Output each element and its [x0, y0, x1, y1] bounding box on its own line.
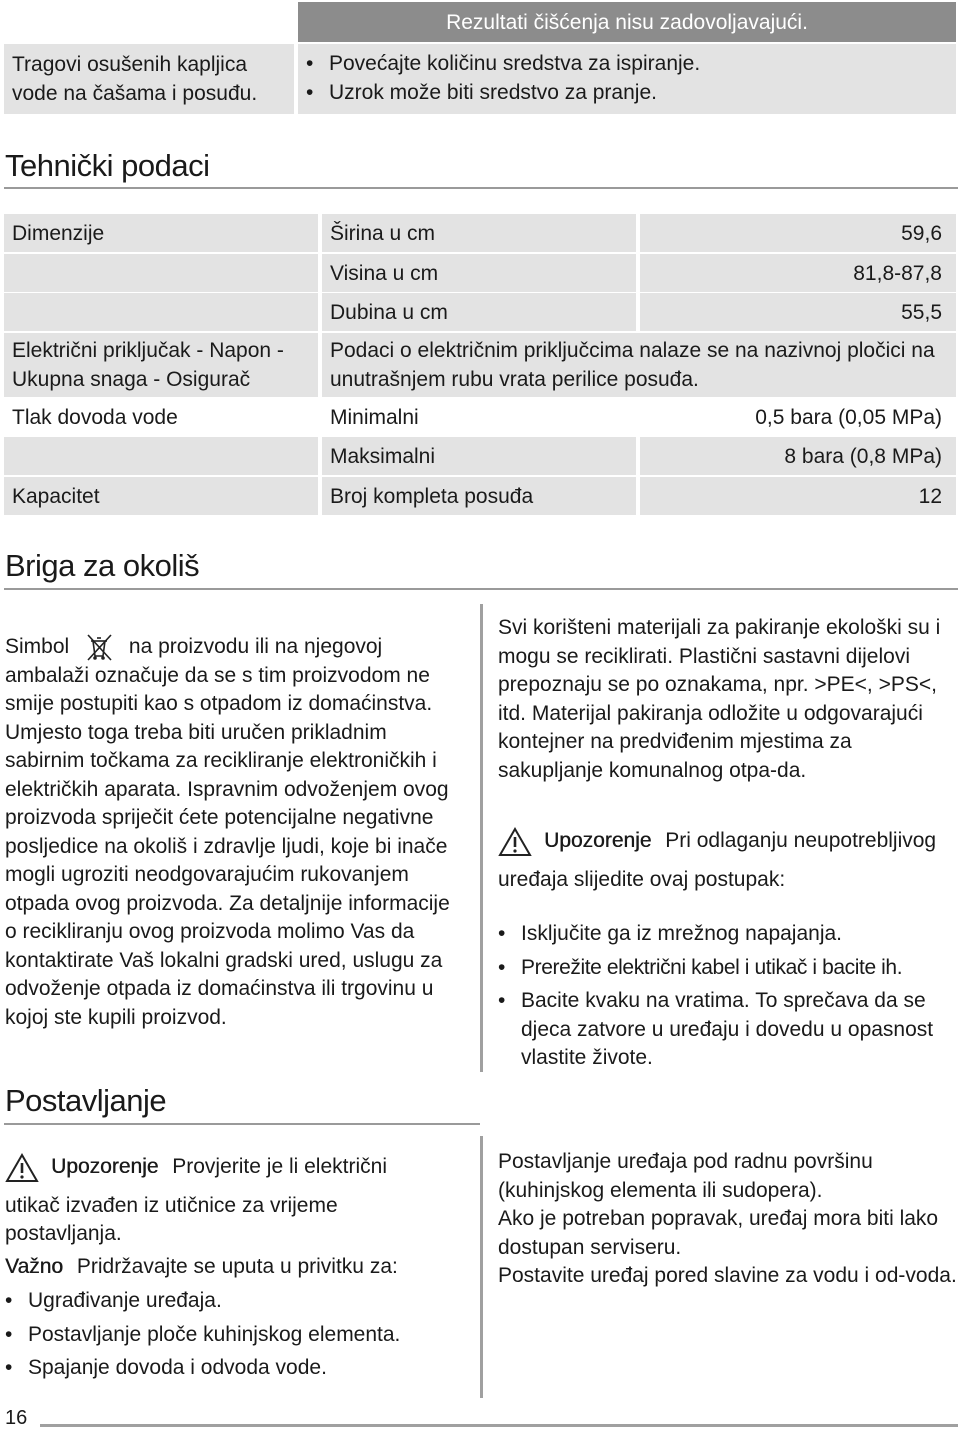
trouble-solution-2: • Uzrok može biti sredstvo za pranje.	[306, 78, 948, 107]
env-left-body: na proizvodu ili na njegovoj ambalaži označuje da se s tim proizvodom ne smije postupiti kao s otpadom iz domaćinstva. Umjesto toga treba biti uručen prikladnim sabirnim točkama za recikliranje elektroničkih i električkih aparata. Ispravnim odvoženjem ovog proizvoda spriječit ćete potencijalne negativne posljedice na okoliš i zdravlje ljudi, koje bi inače mogli ugroziti neodgovarajućim rukovanjem otpada ovog proizvoda. Za detaljnije informacije o recikliranju ovog proizvoda molimo Vas da kontaktirate Vaš lokalni gradski ured, uslugu za odvoženje otpada iz domaćinstva ili trgovinu u kojoj ste kupili proizvod.	[5, 635, 450, 1029]
tech-r2-param: Visina u cm	[322, 254, 636, 292]
tech-r4-param: Podaci o električnim priključcima nalaze se na nazivnoj pločici na unutrašnjem rubu vrata perilice posuđa.	[322, 333, 956, 397]
install-vazno-label: Važno	[5, 1255, 63, 1278]
tech-r2-value: 81,8-87,8	[640, 254, 956, 292]
install-right-line-3: Postavite uređaj pored slavine za vodu i od-voda.	[498, 1264, 957, 1287]
tech-r7-value: 12	[640, 477, 956, 515]
env-title: Briga za okoliš	[5, 548, 200, 583]
trouble-problem	[4, 44, 294, 114]
env-warning	[498, 827, 958, 894]
install-vazno	[5, 1253, 475, 1282]
install-warning-label: Upozorenje	[51, 1155, 159, 1178]
env-bullet-1: • Isključite ga iz mrežnog napajanja.	[498, 920, 960, 949]
crossed-bin-icon	[85, 633, 115, 661]
install-right-line-1: Postavljanje uređaja pod radnu površinu (kuhinjskog elementa ili sudopera).	[498, 1150, 873, 1202]
tech-r1-label: Dimenzije	[4, 214, 318, 252]
column-divider-bottom	[480, 1136, 483, 1398]
env-warning-label: Upozorenje	[544, 829, 652, 852]
footer-rule	[40, 1424, 958, 1427]
env-simbol-word: Simbol	[5, 635, 70, 658]
install-bullet-2: • Postavljanje ploče kuhinjskog elementa.	[5, 1321, 475, 1350]
tech-r6-param: Maksimalni	[322, 437, 636, 475]
tech-r5-param: Minimalni	[330, 405, 419, 429]
trouble-solution-1: • Povećajte količinu sredstva za ispiranje.	[306, 49, 948, 78]
tech-r3-value: 55,5	[640, 293, 956, 331]
tech-r1-param: Širina u cm	[322, 214, 636, 252]
column-divider-top	[480, 604, 483, 1072]
tech-r7-param: Broj kompleta posuđa	[322, 477, 636, 515]
trouble-header-text: Rezultati čišćenja nisu zadovoljavajući.	[446, 10, 808, 34]
tech-r4-label: Električni priključak - Napon - Ukupna snaga - Osigurač	[4, 333, 318, 397]
tech-r5-label: Tlak dovoda vode	[12, 405, 178, 429]
install-warning-triangle-icon	[5, 1153, 39, 1192]
tech-r6-value: 8 bara (0,8 MPa)	[640, 437, 956, 475]
tech-title-rule	[4, 187, 958, 189]
install-bullets	[5, 1287, 475, 1383]
tech-r6-label	[4, 437, 318, 475]
tech-r3-param: Dubina u cm	[322, 293, 636, 331]
install-title-rule	[4, 1123, 480, 1125]
env-bullets	[498, 920, 960, 1073]
trouble-problem-text: Tragovi osušenih kapljica vode na čašama i posuđu.	[12, 53, 258, 105]
page-number: 16	[5, 1407, 28, 1429]
install-warning-text: Provjerite je li električni utikač izvađen iz utičnice za vrijeme postavljanja.	[5, 1155, 387, 1245]
env-bullet-2: • Prerežite električni kabel i utikač i bacite ih.	[498, 954, 960, 983]
install-right-line-2: Ako je potreban popravak, uređaj mora biti lako dostupan serviseru.	[498, 1207, 939, 1259]
tech-r1-value: 59,6	[640, 214, 956, 252]
install-title: Postavljanje	[5, 1083, 167, 1118]
tech-r2-label	[4, 254, 318, 292]
trouble-solutions	[298, 44, 956, 114]
env-bullet-3: • Bacite kvaku na vratima. To sprečava da se djeca zatvore u uređaju i dovedu u opasnost vlastite živote.	[498, 987, 960, 1073]
tech-r7-label: Kapacitet	[4, 477, 318, 515]
install-vazno-text: Pridržavajte se uputa u privitku za:	[76, 1255, 398, 1278]
install-warning	[5, 1153, 445, 1249]
install-right-text	[498, 1148, 958, 1291]
trouble-header	[298, 2, 956, 42]
tech-r5-value: 0,5 bara (0,05 MPa)	[755, 405, 942, 429]
warning-triangle-icon	[498, 827, 532, 866]
env-warning-text: Pri odlaganju neupotrebljivog uređaja slijedite ovaj postupak:	[498, 829, 937, 891]
install-bullet-3: • Spajanje dovoda i odvoda vode.	[5, 1354, 475, 1383]
env-title-rule	[4, 588, 958, 590]
install-bullet-1: • Ugrađivanje uređaja.	[5, 1287, 475, 1316]
env-left-text	[5, 633, 467, 1032]
tech-r3-label	[4, 293, 318, 331]
env-right-text: Svi korišteni materijali za pakiranje ekološki su i mogu se reciklirati. Plastični sastavni dijelovi prepoznaju se po oznakama, npr. >PE<, >PS<, itd. Materijal pakiranja odložite u odgovarajući kontejner na predviđenim mjestima za sakupljanje komunalnog otpa-da.	[498, 616, 941, 782]
tech-title: Tehnički podaci	[5, 148, 210, 183]
